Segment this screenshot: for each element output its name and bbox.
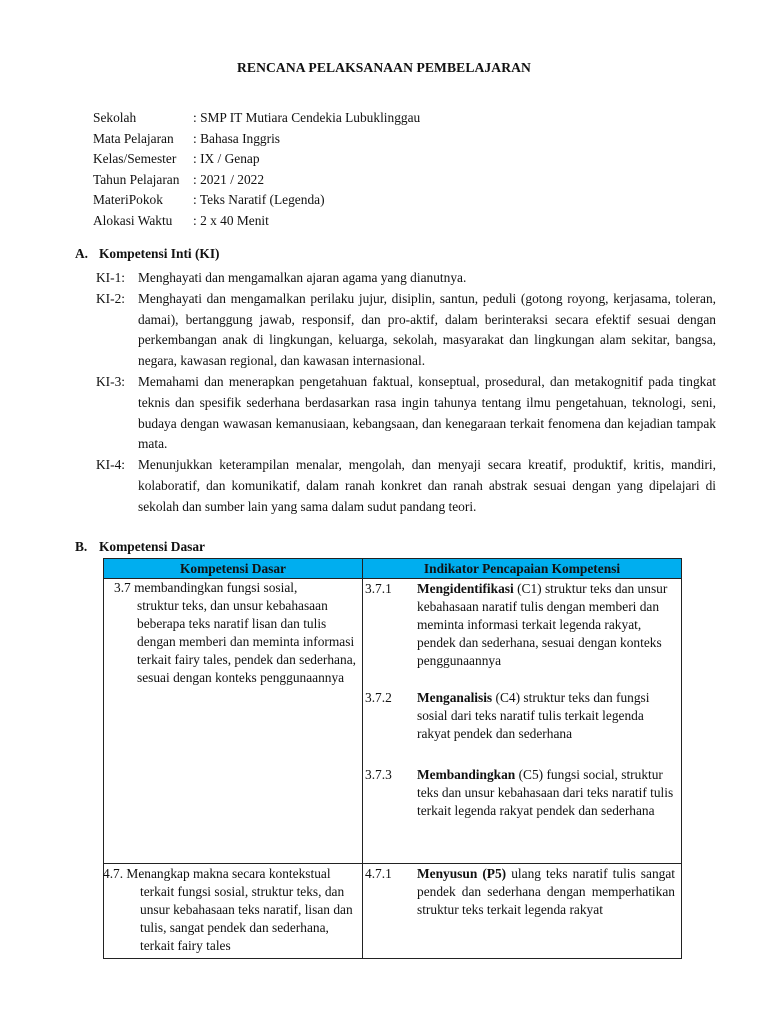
indicator-item	[363, 689, 681, 743]
ki-code: KI-1:	[96, 270, 126, 285]
ki-code: KI-3:	[96, 373, 126, 389]
ki-text: Menghayati dan mengamalkan perilaku jujur, disiplin, santun, peduli (gotong royong, kerjasama, toleran, damai), bertanggung jawab, responsif, dan pro-aktif, dalam berinteraksi secara efektif sesuai dengan perkembangan anak di lingkungan, keluarga, sekolah, masyarakat dan lingkungan alam sekitar, bangsa, negara, kawasan regional, dan kawasan internasional.	[138, 290, 716, 369]
ki-item	[96, 268, 716, 289]
info-value: : SMP IT Mutiara Cendekia Lubuklinggau	[193, 110, 421, 125]
section-b-heading	[75, 539, 205, 555]
indicator-cell	[363, 579, 682, 864]
info-value: : 2 x 40 Menit	[193, 212, 269, 228]
section-a-heading	[75, 246, 220, 262]
indicator-rest: (C4) struktur teks dan fungsi sosial dari teks naratif tulis terkait legenda rakyat pendek dan sederhana	[417, 690, 650, 741]
kd-first-line: 4.7. Menangkap makna secara kontekstual	[103, 866, 331, 881]
info-label: Mata Pelajaran	[93, 130, 174, 146]
indicator-code: 3.7.3	[365, 767, 392, 782]
indicator-rest: ulang teks naratif tulis sangat pendek dan sederhana dengan memperhatikan struktur teks terkait legenda rakyat	[417, 866, 675, 917]
table-header-indicator: Indikator Pencapaian Kompetensi	[363, 559, 682, 579]
indicator-text	[417, 766, 681, 820]
kd-cell	[104, 864, 363, 959]
ki-text: Memahami dan menerapkan pengetahuan faktual, konseptual, prosedural, dan metakognitif pada tingkat teknis dan spesifik sederhana berdasarkan rasa ingin tahunya tentang ilmu pengetahuan, teknologi, seni, budaya dengan wawasan kemanusiaan, kebangsaan, dan kenegaraan terkait fenomena dan kejadian tampak mata.	[138, 373, 716, 452]
indicator-text	[417, 580, 681, 670]
indicator-verb: Membandingkan	[417, 767, 516, 782]
indicator-rest: (C5) fungsi social, struktur teks dan unsur kebahasaan dari teks naratif tulis terkait legenda rakyat pendek dan sederhana	[417, 767, 674, 818]
info-label: Kelas/Semester	[93, 151, 177, 166]
ki-item	[96, 455, 716, 517]
info-label: Sekolah	[93, 110, 137, 125]
indicator-text	[417, 689, 681, 743]
info-row-material	[93, 190, 420, 211]
indicator-code: 3.7.2	[365, 690, 392, 705]
section-letter: B.	[75, 539, 88, 554]
ki-text: Menunjukkan keterampilan menalar, mengolah, dan menyaji secara kreatif, produktif, kritis, mandiri, kolaboratif, dan komunikatif, dalam ranah konkret dan ranah abstrak sesuai dengan yang dipelajari di sekolah dan sumber lain yang sama dalam sudut pandang teori.	[138, 457, 716, 514]
ki-item	[96, 372, 716, 455]
indicator-code: 3.7.1	[365, 581, 392, 596]
info-label: Alokasi Waktu	[93, 212, 173, 228]
section-title: Kompetensi Dasar	[99, 539, 206, 554]
info-row-subject	[93, 129, 420, 150]
section-letter: A.	[75, 246, 89, 261]
indicator-cell	[363, 864, 682, 959]
info-value: : Teks Naratif (Legenda)	[193, 192, 325, 207]
indicator-verb: Mengidentifikasi	[417, 581, 514, 596]
info-row-time	[93, 211, 420, 232]
section-title: Kompetensi Inti (KI)	[99, 246, 220, 261]
ki-text: Menghayati dan mengamalkan ajaran agama yang dianutnya.	[138, 270, 467, 285]
info-value: : 2021 / 2022	[193, 171, 265, 187]
indicator-code: 4.7.1	[365, 866, 392, 881]
indicator-text	[417, 865, 681, 919]
school-info	[93, 108, 420, 231]
kd-cell	[104, 579, 363, 864]
info-row-school	[93, 108, 420, 129]
info-label: MateriPokok	[93, 192, 163, 207]
indicator-item	[363, 766, 681, 820]
kd-rest: struktur teks, dan unsur kebahasaan beberapa teks naratif lisan dan tulis dengan memberi dan meminta informasi terkait fairy tales, pendek dan sederhana, sesuai dengan konteks penggunaannya	[137, 598, 356, 685]
indicator-item	[363, 580, 681, 670]
kd-rest: terkait fungsi sosial, struktur teks, dan unsur kebahasaan teks naratif, lisan dan tulis, sangat pendek dan sederhana, terkait fairy tales	[140, 884, 353, 953]
ki-list	[96, 268, 716, 518]
ki-code: KI-2:	[96, 290, 126, 306]
table-row	[104, 864, 682, 959]
info-row-class	[93, 149, 420, 170]
ki-code: KI-4:	[96, 457, 126, 473]
info-label: Tahun Pelajaran	[93, 171, 180, 187]
kompetensi-dasar-table	[103, 558, 682, 959]
table-header-row	[104, 559, 682, 579]
ki-item	[96, 289, 716, 372]
indicator-verb: Menyusun (P5)	[417, 866, 507, 881]
table-row	[104, 579, 682, 864]
info-value: : Bahasa Inggris	[193, 130, 281, 146]
info-row-year	[93, 170, 420, 191]
indicator-rest: (C1) struktur teks dan unsur kebahasaan naratif tulis dengan memberi dan meminta informasi terkait legenda rakyat, pendek dan sederhana, sesuai dengan konteks penggunaannya	[417, 581, 668, 668]
document-title: RENCANA PELAKSANAAN PEMBELAJARAN	[237, 60, 531, 75]
indicator-item	[363, 865, 681, 919]
info-value: : IX / Genap	[193, 151, 260, 166]
kd-first-line: 3.7 membandingkan fungsi sosial,	[114, 580, 298, 595]
indicator-verb: Menganalisis	[417, 690, 493, 705]
table-header-kd: Kompetensi Dasar	[104, 559, 363, 579]
